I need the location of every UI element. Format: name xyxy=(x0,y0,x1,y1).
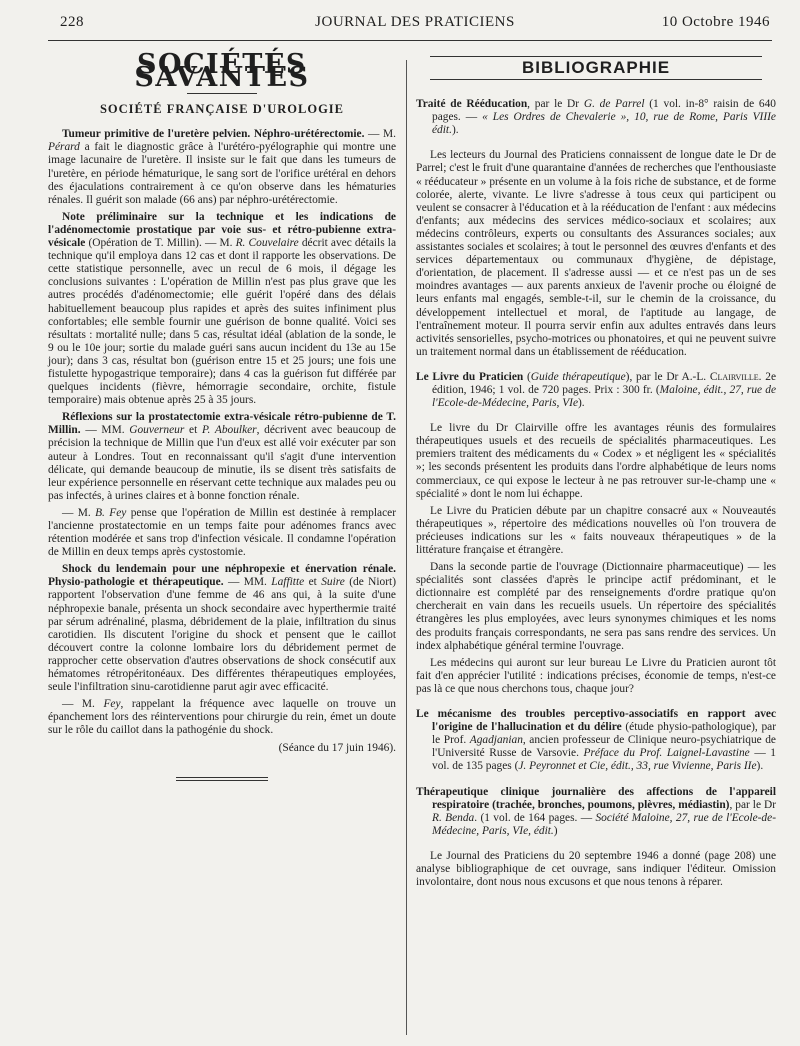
book-respiratoire-citation: Thérapeutique clinique journalière des affections de l'appareil respiratoire (trachée, bronches, poumons, plèvres, médiastin), par le Dr R. Benda. (1 vol. de 164 pages. — Société Maloine, 27, rue de l'Ecole-de-Médecine, Paris, VIe, édit.) xyxy=(416,785,776,837)
author: P. Aboulker xyxy=(202,424,257,437)
book-livre-praticien-review: Le Livre du Praticien débute par un chapitre consacré aux « Nouveautés thérapeutiques », répertoire des médications nouvelles où l'on trouvera de précieuses indications sur les « faits nouveaux thérapeutiques » de la littérature française et étrangère. xyxy=(416,504,776,556)
book-reeducation-review: Les lecteurs du Journal des Praticiens connaissent de longue date le Dr de Parrel; c'est le fruit d'une quarantaine d'années de recherches que l'enthousiaste « rééducateur » présente en un volume à la fois riche de substance, et de forme colorée, alerte, vivante. Le livre s'adresse à tous ceux qui participent ou veulent se consacrer à l'éducation et à la rééducation de l'enfant : aux médecins d'enfants; aux médecins des services médico-sociaux et scolaires; aux médecins contrôleurs, experts ou consultants des Assurances sociales; aux assistantes sociales et scolaires; à tout le personnel des œuvres d'enfants et des services départementaux ou communaux d'hygiène, de dépistage, d'orientation, de placement. Il s'adresse aussi — et ce n'est pas un de ses moindres avantages — aux parents anxieux de l'avenir proche ou éloigné de leurs enfants mal engagés, semble-t-il, sur le chemin de la croissance, du développement intellectuel et moral, de l'aptitude au langage, de l'entraînement moteur. Il pourra servir enfin aux adultes entravés dans leurs activités sensorielles, psycho-motrices ou phonatoires, et qui ne peuvent suivre un traitement normal dans un établissement de rééducation. xyxy=(416,149,776,358)
publisher: « Les Ordres de Chevalerie », 10, rue de Rome, Paris VIIIe édit. xyxy=(432,111,776,137)
article-title: Réflexions sur la prostatectomie extra-vésicale rétro-pubienne de T. Millin. xyxy=(48,411,396,437)
author: R. Benda xyxy=(432,811,475,824)
author: Fey xyxy=(103,698,121,711)
author: R. Couvelaire xyxy=(235,237,299,250)
article-shock-cont: — M. Fey, rappelant la fréquence avec laquelle on trouve un épanchement lors des réinterventions pour chirurgie du rein, émet un doute sur le rôle du caillot dans la pathogénie du shock. xyxy=(48,698,396,737)
column-divider xyxy=(406,60,407,1035)
book-livre-praticien-citation: Le Livre du Praticien (Guide thérapeutique), par le Dr A.-L. Clairville. 2e édition, 1946; 1 vol. de 720 pages. Prix : 300 fr. (Maloine, édit., 27, rue de l'Ecole-de-Médecine, Paris, VIe). xyxy=(416,370,776,410)
journal-title: JOURNAL DES PRATICIENS xyxy=(315,14,515,30)
author: Pérard xyxy=(48,141,80,154)
issue-date: 10 Octobre 1946 xyxy=(661,14,770,30)
book-livre-praticien-review: Dans la seconde partie de l'ouvrage (Dictionnaire pharmaceutique) — les spécialités sont classées d'après le principe actif prédominant, et le dictionnaire est complété par des renseignements d'ordre pratique qu'on chercherait en vain dans les recueils usuels. Un répertoire des spécialités étrangères les plus employées, avec leurs synonymes chimiques et les noms des produits français correspondants, ne sera pas sans rendre des services. Un index alphabétique général termine l'ouvrage. xyxy=(416,561,776,652)
book-title: Le mécanisme des troubles perceptivo-associatifs en rapport avec l'origine de l'hallucination et du délire xyxy=(416,708,776,734)
article-prostatectomie-cont: — M. B. Fey pense que l'opération de Millin est destinée à remplacer l'ancienne prostatectomie en un temps faite pour adénomes francs avec rétention modérée et sans trop d'infection vésicale. Il condamne l'opération de Millin en deux temps après cystostomie. xyxy=(48,506,396,559)
book-title: Le Livre du Praticien xyxy=(416,370,524,383)
article-prostatectomie: Réflexions sur la prostatectomie extra-vésicale rétro-pubienne de T. Millin. — MM. Gouverneur et P. Aboulker, décrivent avec beaucoup de précision la technique de Millin que l'un d'eux est allé voir exécuter par son auteur à Londres. Tout en reconnaissant qu'il s'agit d'une intervention délicate, qui demande beaucoup de minutie, ils se disent très satisfaits de leur expérience personnelle en réservant cette technique aux malades peu ou pas infectés, à urines claires et à bonne fonction rénale. xyxy=(48,411,396,502)
right-column xyxy=(416,56,776,893)
title-rule xyxy=(187,93,257,94)
author: Gouverneur xyxy=(129,424,185,437)
publisher: Maloine, édit., 27, rue de l'Ecole-de-Médecine, Paris, VIe xyxy=(432,383,776,410)
publisher: Société Maloine, 27, rue de l'Ecole-de-Médecine, Paris, VIe, édit. xyxy=(432,811,776,837)
header-rule xyxy=(48,40,772,41)
page-header xyxy=(60,14,770,38)
article-tumeur: Tumeur primitive de l'uretère pelvien. Néphro-urétérectomie. — M. Pérard a fait le diagnostic grâce à l'urétéro-pyélographie qui montre une image lacunaire de l'uretère. Il insiste sur le fait que dans les tumeurs de l'uretère, en période hématurique, le sang sort de l'orifice urétéral en dehors des éjaculations contrairement à ce qu'on observe dans les hématuries rénales. Il guérit son malade (66 ans) par néphro-urétérectomie. xyxy=(48,128,397,206)
author: Agadjanian xyxy=(469,734,523,747)
author: Laffitte xyxy=(271,576,305,589)
author: B. Fey xyxy=(95,506,127,519)
subsection-title: SOCIÉTÉ FRANÇAISE D'UROLOGIE xyxy=(99,102,344,117)
book-hallucination-citation: Le mécanisme des troubles perceptivo-associatifs en rapport avec l'origine de l'hallucination et du délire (étude physio-pathologique), par le Prof. Agadjanian, ancien professeur de Clinique neuro-psychiatrique de l'Université Russe de Varsovie. Préface du Prof. Laignel-Lavastine — 1 vol. de 135 pages (J. Peyronnet et Cie, édit., 33, rue Vivienne, Paris IIe). xyxy=(416,708,777,773)
article-title: Shock du lendemain pour une néphropexie et énervation rénale. Physio-pathologie et thérapeutique. xyxy=(48,563,396,589)
author: Clairville xyxy=(709,370,759,383)
page-number: 228 xyxy=(60,14,84,30)
book-livre-praticien-review: Les médecins qui auront sur leur bureau Le Livre du Praticien auront tôt fait d'en apprécier l'utilité : indications précises, économie de temps, n'est-ce pas là ce que nous cherchons tous, chaque jour? xyxy=(416,656,776,695)
book-respiratoire-note: Le Journal des Praticiens du 20 septembre 1946 a donné (page 208) une analyse bibliographique de cet ouvrage, sans indiquer l'éditeur. Omission involontaire, dont nous nous excusons et que nous tenons à réparer. xyxy=(416,849,776,889)
article-title: Tumeur primitive de l'uretère pelvien. Néphro-urétérectomie. xyxy=(62,128,365,141)
book-title: Thérapeutique clinique journalière des affections de l'appareil respiratoire (trachée, bronches, poumons, plèvres, médiastin) xyxy=(416,785,776,811)
article-adenomectomie: Note préliminaire sur la technique et les indications de l'adénomectomie prostatique par voie sus- et rétro-pubienne extra-vésicale (Opération de T. Millin). — M. R. Couvelaire décrit avec détails la technique qu'il employa dans 12 cas et dont il rapporte les observations. De cette statistique personnelle, avec un recul de 6 mois, il dégage les conclusions suivantes : L'opération de Millin n'est pas plus grave que les autres procédés d'adénomectomie; elle guérit l'opéré dans des délais habituellement beaucoup plus rapides et après des suites infiniment plus confortables; elle semble fournir une guérison de bonne qualité. Voici ses résultats : mortalité nulle; dans 5 cas, résultat idéal (ablation de la sonde, le 9 ou le 10e jour; sortie du malade guéri sans aucun incident du 13e au 15e jour); dans 3 cas, résultat bon (guérison entre 15 et 25 jours; une fois une fistulette hypogastrique temporaire); dans 4 cas la guérison fut différée par quelques incidents (fièvre, hémorragie secondaire, orchite, fistule temporaire) mais obtenue après 25 à 35 jours. xyxy=(48,210,397,407)
book-livre-praticien-review: Le livre du Dr Clairville offre les avantages réunis des formulaires thérapeutiques usuels et des recueils de spécialités pharmaceutiques. Les premiers traitent des médicaments du « Codex » et négligent les « spécialités »; les seconds présentent les produits dans l'ordre alphabétique de leurs noms commerciaux, ce qui expose le lecteur à ne pas retrouver sur-le-champ une « spécialité » dont le nom lui échappe. xyxy=(416,422,776,500)
publisher: J. Peyronnet et Cie, édit., 33, rue Vivienne, Paris IIe xyxy=(518,760,757,773)
book-title: Traité de Rééducation xyxy=(416,98,528,111)
author: G. de Parrel xyxy=(583,98,645,111)
author: Suire xyxy=(321,576,345,589)
seance-date: (Séance du 17 juin 1946). xyxy=(278,741,396,754)
section-end-rule xyxy=(176,777,268,781)
section-title-bibliographie: BIBLIOGRAPHIE xyxy=(430,56,762,80)
left-column xyxy=(48,49,397,781)
article-shock: Shock du lendemain pour une néphropexie et énervation rénale. Physio-pathologie et thérapeutique. — MM. Laffitte et Suire (de Niort) rapportent l'observation d'une femme de 46 ans qui, à la suite d'une néphropexie banale, présenta un shock secondaire avec hyperthermie traité par sérum adrénaliné, plasma, débridement de la plaie, infiltration du sinus carotidien. Ils discutent l'origine du shock et pensent que le caillot découvert contre la colonne lombaire lors du débridement permet de rapprocher cette observation d'autres observations de shock consécutif aux hématomes rétropéritonéaux. Des différentes thérapeutiques employées, seule l'infiltration sinu-carotidienne parut agir avec efficacité. xyxy=(48,563,397,694)
section-title-societes: SOCIÉTÉS SAVANTES xyxy=(134,49,310,94)
article-title: Note préliminaire sur la technique et les indications de l'adénomectomie prostatique par voie sus- et rétro-pubienne extra-vésicale xyxy=(48,210,396,250)
book-reeducation-citation: Traité de Rééducation, par le Dr G. de Parrel (1 vol. in-8° raisin de 640 pages. — « Les Ordres de Chevalerie », 10, rue de Rome, Paris VIIIe édit.). xyxy=(416,98,776,137)
